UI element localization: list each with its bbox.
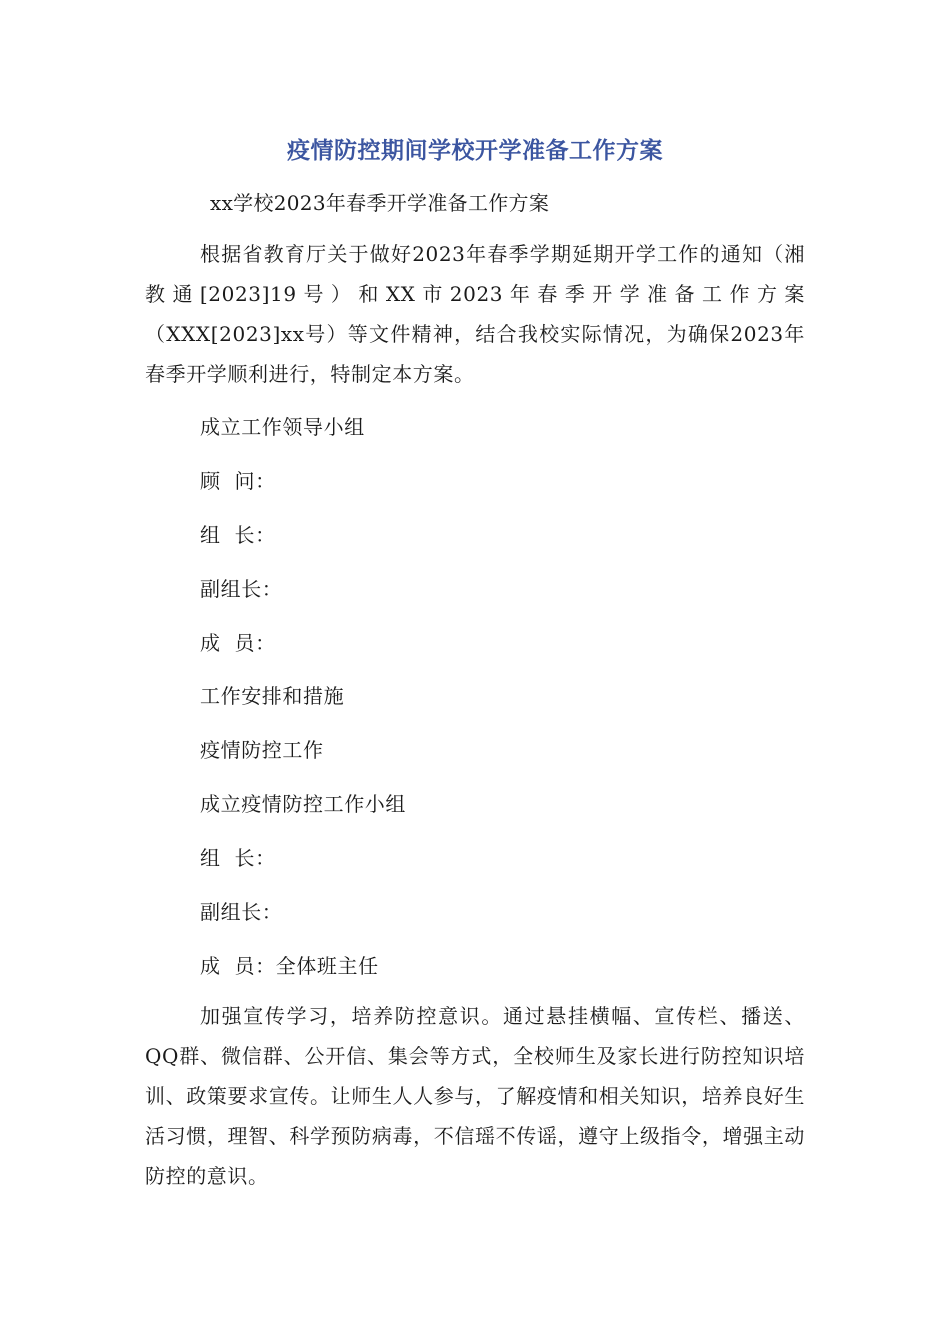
group-leader-line: 组 长： (200, 523, 276, 547)
control-group-deputy-line: 副组长： (200, 900, 283, 924)
publicity-paragraph: 加强宣传学习，培养防控意识。通过悬挂横幅、宣传栏、播送、QQ群、微信群、公开信、集会等方式，全校师生及家长进行防控知识培训、政策要求宣传。让师生人人参与，了解疫情和相关知识，培养良好生活习惯，理智、科学预防病毒，不信瑶不传谣，遵守上级指令，增强主动防控的意识。 (145, 1004, 805, 1188)
advisor-line: 顾 问： (200, 469, 276, 493)
section-heading-leadership-group: 成立工作领导小组 (200, 415, 365, 439)
section-heading-epidemic-control: 疫情防控工作 (200, 738, 324, 762)
section-heading-control-group: 成立疫情防控工作小组 (200, 792, 406, 816)
document-title: 疫情防控期间学校开学准备工作方案 (287, 138, 663, 164)
document-subtitle: xx学校2023年春季开学准备工作方案 (210, 191, 550, 215)
members-line: 成 员： (200, 631, 276, 655)
deputy-leader-line: 副组长： (200, 577, 283, 601)
intro-paragraph: 根据省教育厅关于做好2023年春季学期延期开学工作的通知（湘教通[2023]19号）和XX市2023年春季开学准备工作方案（XXX[2023]xx号）等文件精神，结合我校实际情况，为确保2023年春季开学顺利进行，特制定本方案。 (145, 242, 805, 386)
control-group-leader-line: 组 长： (200, 846, 276, 870)
section-heading-work-arrangement: 工作安排和措施 (200, 684, 345, 708)
control-group-members-line: 成 员：全体班主任 (200, 954, 379, 978)
